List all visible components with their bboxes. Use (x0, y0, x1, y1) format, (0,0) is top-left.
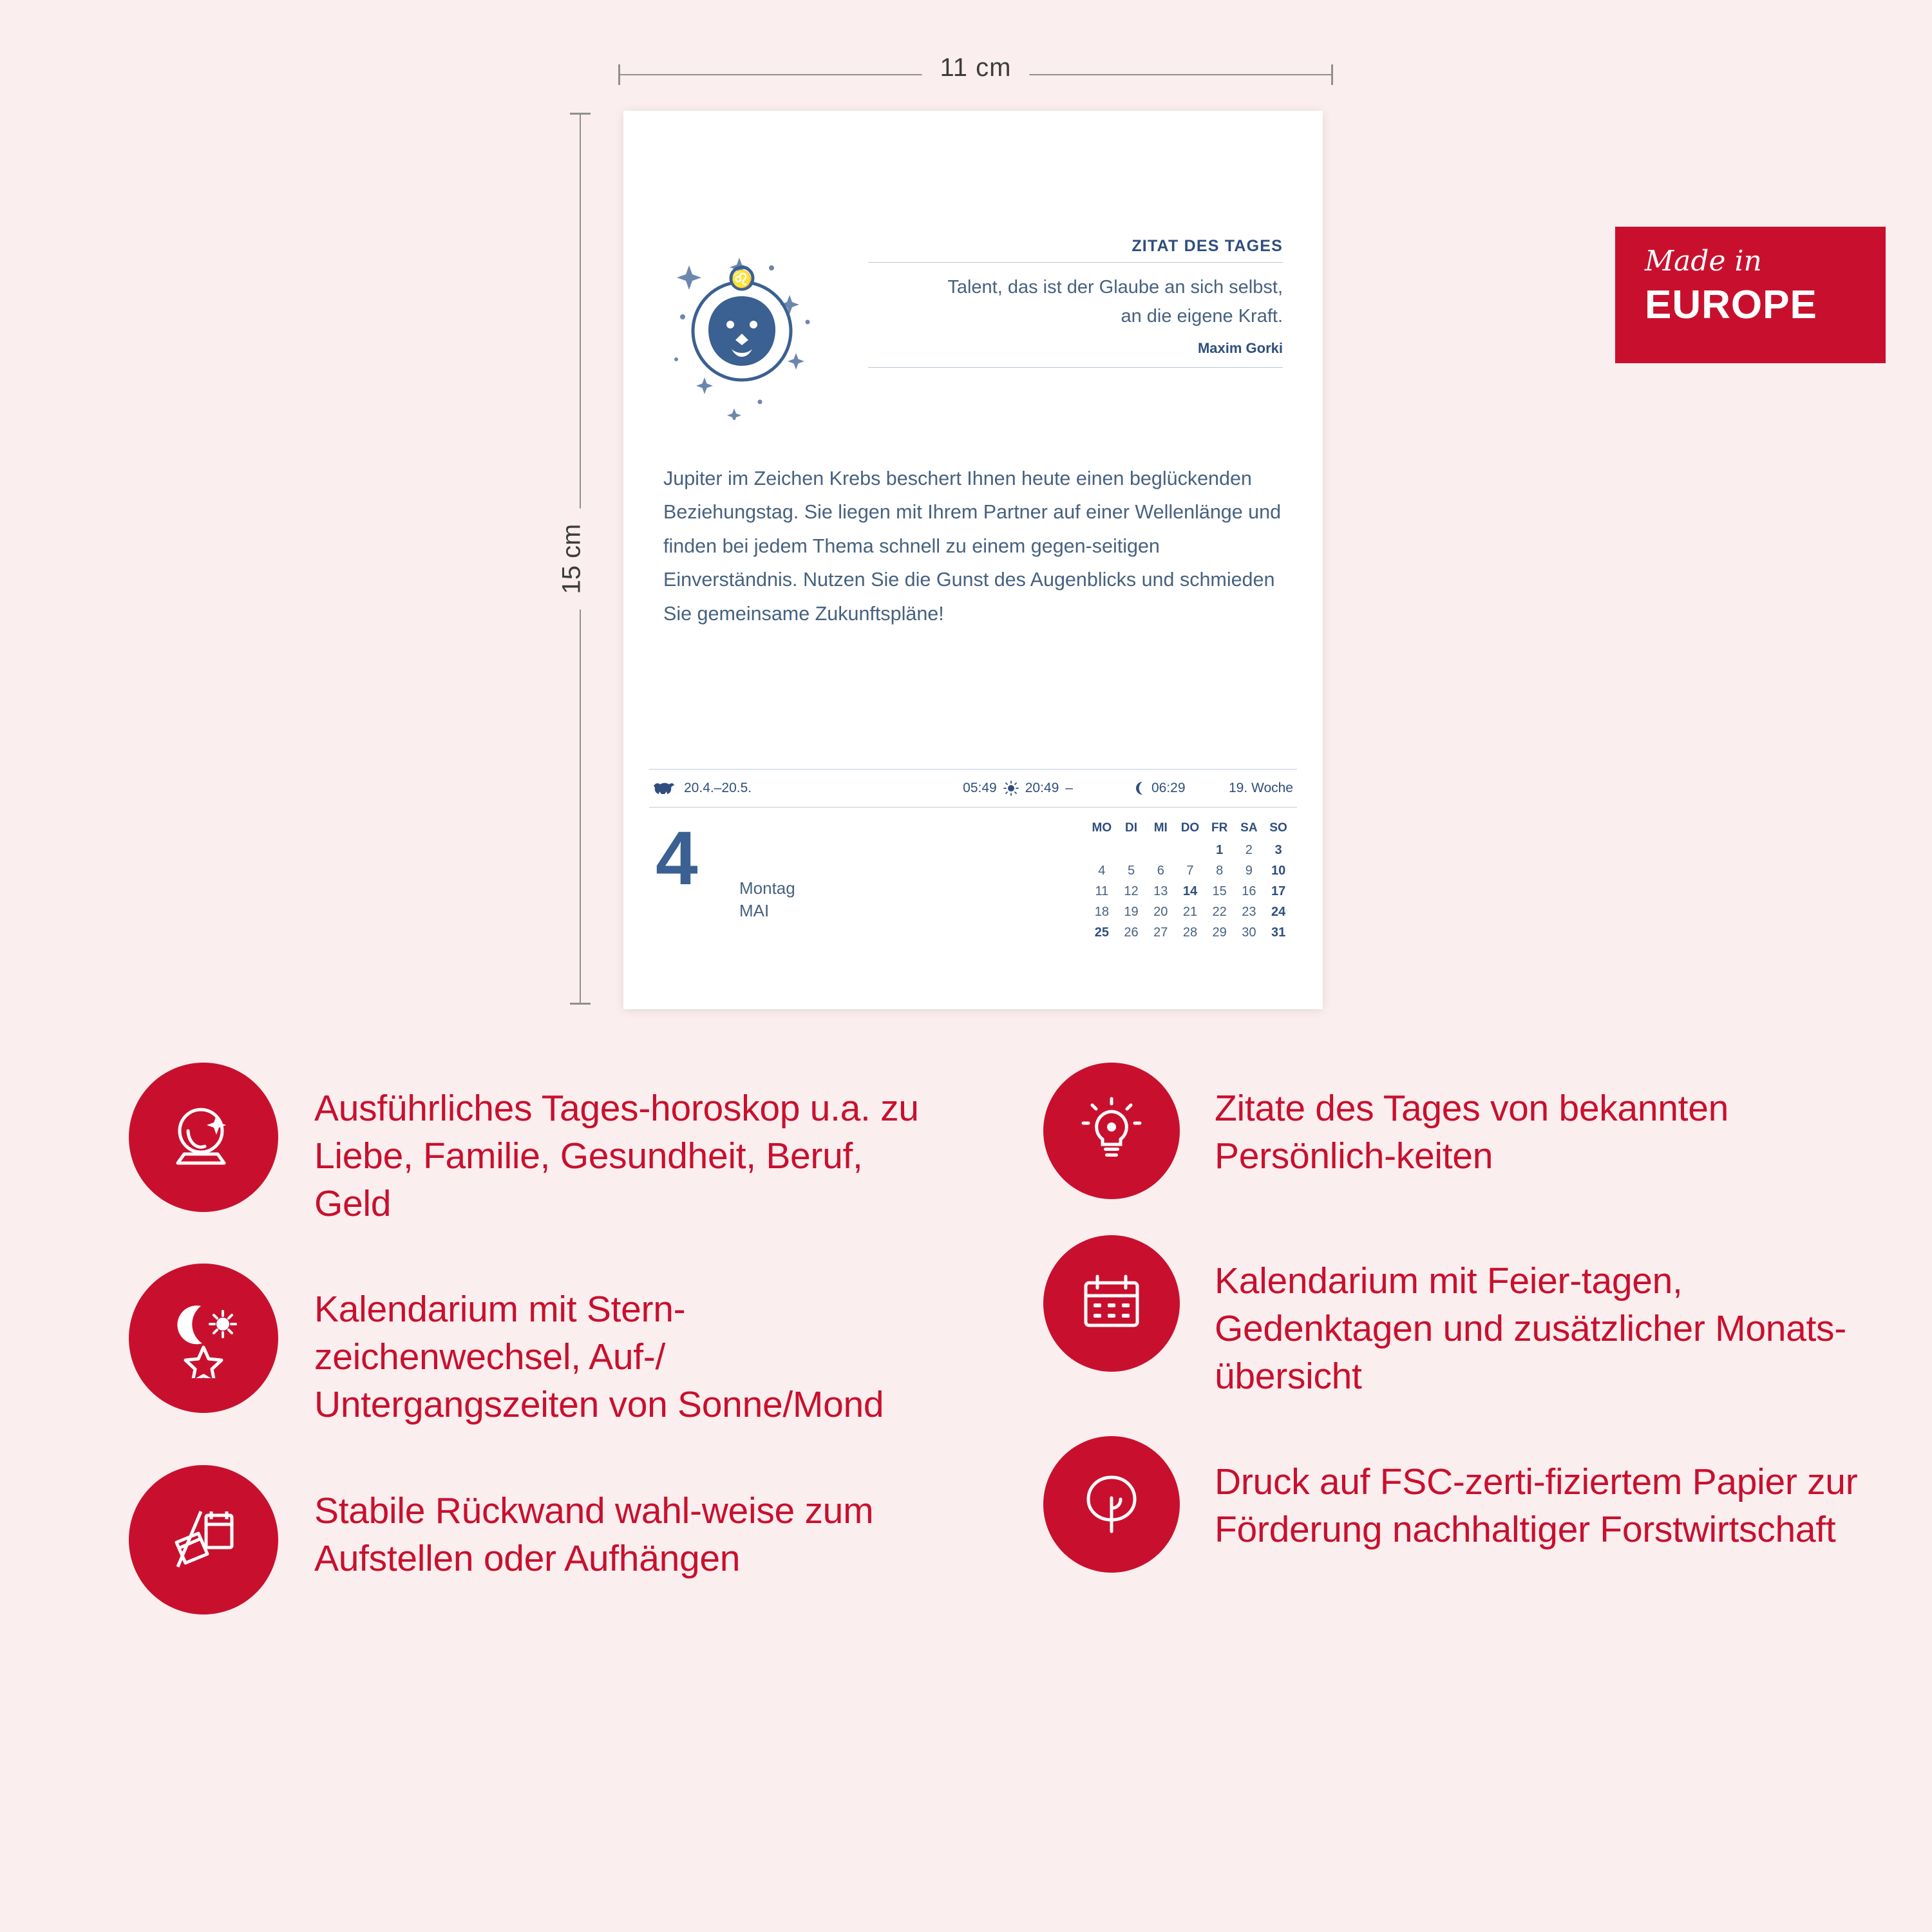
mini-cal-day: 19 (1124, 905, 1139, 919)
svg-text:♌: ♌ (731, 270, 753, 289)
mini-cal-day: 18 (1094, 905, 1109, 919)
height-cap-bottom (570, 1003, 591, 1005)
horoscope-text: Jupiter im Zeichen Krebs beschert Ihnen heute einen beglückenden Beziehungstag. Sie liegen mit Ihrem Partner auf einer Wellenlänge und finden bei jedem Thema schnell zu einem gegen-seitigen Einverständnis. Nutzen Sie die Gunst des Augenblicks und schmieden Sie gemeinsame Zukunftspläne! (663, 468, 1282, 625)
width-cap-right (1331, 64, 1333, 85)
mini-cal-day: 9 (1245, 864, 1253, 878)
month-label: MAI (739, 901, 770, 921)
zodiac-range-segment (649, 781, 922, 796)
feature-text: Stabile Rückwand wahl-weise zum Aufstellen oder Aufhängen (314, 1490, 874, 1579)
week-label: 19. Woche (1228, 781, 1293, 795)
badge-made-in-label: Made in (1645, 245, 1762, 278)
feature-text: Kalendarium mit Stern-zeichenwechsel, Auf-/ Untergangszeiten von Sonne/Mond (314, 1289, 884, 1426)
mini-cal-header: MI (1153, 820, 1168, 835)
mini-cal-day: 31 (1271, 925, 1286, 940)
mini-calendar-row (1087, 923, 1293, 943)
mini-cal-header: DI (1125, 820, 1138, 835)
tree-icon (1043, 1436, 1180, 1573)
mini-cal-header: SO (1269, 820, 1287, 835)
mini-cal-day: 8 (1216, 864, 1224, 878)
time-separator: – (1065, 781, 1073, 795)
mini-calendar-row (1087, 902, 1293, 923)
info-bar (649, 769, 1297, 808)
height-dimension-guide (557, 113, 592, 1005)
day-labels (739, 877, 795, 922)
mini-cal-day: 28 (1182, 925, 1198, 940)
zodiac-leo-icon (663, 240, 824, 420)
mini-cal-day (1175, 840, 1205, 861)
weekday-label: Montag (739, 878, 795, 898)
mini-cal-day (1146, 840, 1175, 861)
mini-cal-day: 4 (1098, 864, 1106, 878)
sunset-time: 20:49 (1025, 781, 1059, 795)
mini-calendar-row (1087, 882, 1293, 902)
mini-cal-day: 26 (1124, 925, 1139, 940)
mini-cal-day: 13 (1153, 884, 1168, 898)
mini-cal-day: 24 (1271, 905, 1286, 919)
mini-cal-day: 11 (1095, 884, 1109, 898)
quote-line-1: Talent, das ist der Glaube an sich selbst, (947, 277, 1283, 298)
mini-cal-header: FR (1211, 820, 1228, 835)
quote-line-2: an die eigene Kraft. (1121, 306, 1283, 327)
feature-item (129, 1063, 934, 1227)
sun-times-segment (922, 781, 1113, 796)
made-in-europe-badge (1615, 227, 1886, 363)
quote-rule-bottom (868, 367, 1283, 368)
mini-cal-day: 5 (1127, 864, 1135, 878)
mini-cal-header: MO (1092, 820, 1112, 835)
quote-area (663, 237, 1283, 430)
mini-cal-day (1117, 840, 1146, 861)
crystal-ball-icon (129, 1063, 278, 1212)
feature-text: Ausführliches Tages-horoskop u.a. zu Liebe, Familie, Gesundheit, Beruf, Geld (314, 1088, 919, 1225)
mini-cal-day: 23 (1242, 905, 1256, 919)
mini-cal-day: 2 (1245, 843, 1253, 857)
moon-sun-star-icon (129, 1264, 278, 1413)
day-number: 4 (656, 816, 698, 901)
quote-author: Maxim Gorki (1197, 340, 1283, 357)
zodiac-range-label: 20.4.–20.5. (684, 781, 752, 795)
feature-column-right (1043, 1063, 1880, 1609)
quote-block (868, 237, 1283, 417)
height-label: 15 cm (549, 508, 596, 609)
mini-cal-day: 17 (1271, 884, 1286, 898)
mini-cal-header: DO (1180, 820, 1200, 835)
mini-cal-day: 30 (1242, 925, 1256, 940)
mini-cal-day: 14 (1182, 884, 1198, 898)
mini-cal-day: 3 (1274, 843, 1282, 857)
mini-cal-day (1087, 840, 1117, 861)
mini-cal-day: 6 (1157, 864, 1164, 878)
week-segment (1204, 781, 1297, 796)
mini-cal-day: 12 (1124, 884, 1139, 898)
feature-item (1043, 1063, 1880, 1199)
mini-cal-day: 10 (1271, 864, 1286, 878)
mini-cal-day: 22 (1212, 905, 1227, 919)
feature-text: Zitate des Tages von bekannten Persönlich-keiten (1215, 1088, 1729, 1177)
mini-cal-day: 25 (1094, 925, 1109, 940)
mini-calendar-header-row (1087, 818, 1293, 840)
mini-calendar-row (1087, 861, 1293, 882)
mini-cal-day: 20 (1153, 905, 1168, 919)
calendar-sheet (623, 111, 1323, 1009)
badge-europe-label: EUROPE (1645, 283, 1817, 328)
feature-item (1043, 1235, 1880, 1400)
moon-icon (1132, 781, 1146, 796)
width-label: 11 cm (922, 53, 1030, 82)
mini-cal-header: SA (1240, 820, 1258, 835)
mini-cal-day: 7 (1186, 864, 1194, 878)
feature-column-left (129, 1063, 934, 1651)
mini-cal-day: 27 (1153, 925, 1168, 940)
calendar-icon (1043, 1235, 1180, 1372)
sunrise-time: 05:49 (963, 781, 997, 795)
lightbulb-icon (1043, 1063, 1180, 1199)
mini-cal-day: 15 (1212, 884, 1227, 898)
mini-calendar (1087, 818, 1293, 943)
taurus-bull-icon (653, 781, 675, 795)
feature-text: Druck auf FSC-zerti-fiziertem Papier zur Förderung nachhaltiger Forstwirtschaft (1215, 1461, 1858, 1551)
moon-time: 06:29 (1151, 781, 1186, 795)
date-block (649, 818, 1297, 972)
width-dimension-guide (618, 53, 1333, 87)
feature-item (129, 1465, 934, 1615)
feature-text: Kalendarium mit Feier-tagen, Gedenktagen und zusätzlicher Monats-übersicht (1215, 1260, 1846, 1397)
quote-heading: ZITAT DES TAGES (1132, 237, 1283, 255)
mini-cal-day: 29 (1212, 925, 1227, 940)
stand-hang-icon (129, 1465, 278, 1615)
mini-cal-day: 1 (1216, 843, 1224, 857)
feature-item (129, 1264, 934, 1428)
feature-item (1043, 1436, 1880, 1573)
mini-cal-day: 16 (1242, 884, 1256, 898)
mini-cal-day: 21 (1182, 905, 1198, 919)
sun-icon (1003, 781, 1019, 796)
moon-time-segment (1114, 781, 1204, 796)
mini-calendar-row (1087, 840, 1293, 861)
